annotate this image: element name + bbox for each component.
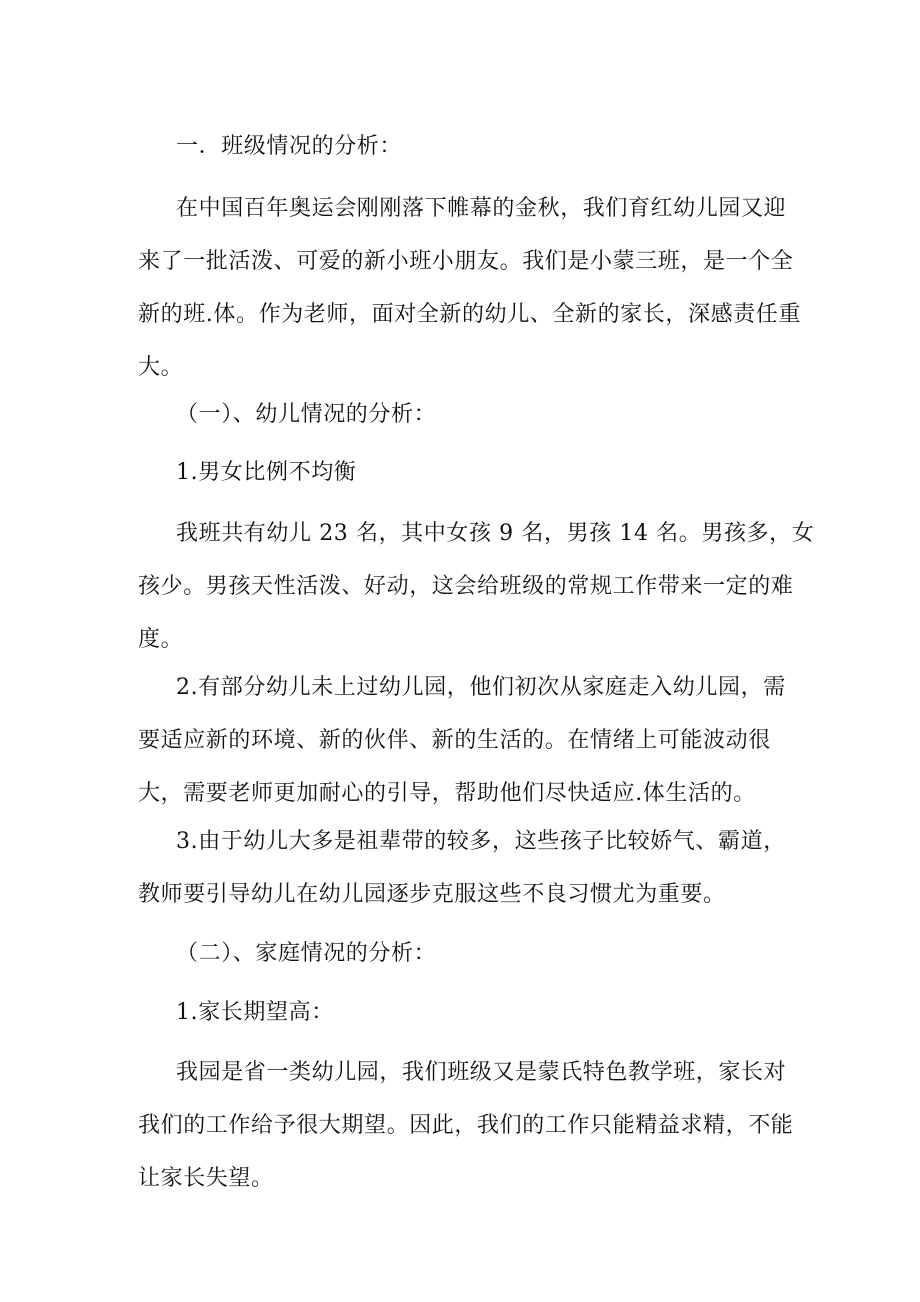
subheading-family-analysis	[138, 927, 786, 980]
text-line: 来了一批活泼、可爱的新小班小朋友。我们是小蒙三班，是一个全	[138, 249, 794, 274]
subheading-child-analysis	[138, 388, 786, 441]
item-gender-ratio-title	[138, 446, 786, 499]
paragraph-intro	[138, 182, 801, 394]
text-line: （二）、家庭情况的分析：	[176, 941, 437, 966]
text-line: 让家长失望。	[138, 1166, 274, 1191]
text-line: 大，需要老师更加耐心的引导，帮助他们尽快适应.体生活的。	[138, 781, 756, 806]
text-line: 1.男女比例不均衡	[176, 460, 357, 485]
paragraph-gender-ratio	[138, 507, 815, 666]
text-line: 大。	[138, 355, 184, 380]
paragraph-parent-expectation	[138, 1046, 794, 1205]
section-heading-class-analysis	[138, 120, 786, 173]
text-line: 2.有部分幼儿未上过幼儿园，他们初次从家庭走入幼儿园，需	[176, 675, 786, 700]
text-line: 在中国百年奥运会刚刚落下帷幕的金秋，我们育红幼儿园又迎	[176, 196, 787, 221]
text-line: 要适应新的环境、新的伙伴、新的生活的。在情绪上可能波动很	[138, 728, 771, 753]
text-line: 我们的工作给予很大期望。因此，我们的工作只能精益求精，不能	[138, 1113, 794, 1138]
text-line: （一）、幼儿情况的分析：	[176, 402, 437, 427]
paragraph-grandparent-care	[138, 815, 786, 921]
item-parent-expectation-title	[138, 986, 786, 1039]
text-line: 1.家长期望高：	[176, 1000, 334, 1025]
text-line: 我班共有幼儿 23 名，其中女孩 9 名，男孩 14 名。男孩多，女	[176, 521, 815, 546]
text-line: 3.由于幼儿大多是祖辈带的较多，这些孩子比较娇气、霸道，	[176, 829, 786, 854]
text-line: 教师要引导幼儿在幼儿园逐步克服这些不良习惯尤为重要。	[138, 882, 726, 907]
paragraph-kindergarten-adaptation	[138, 661, 786, 820]
text-line: 我园是省一类幼儿园，我们班级又是蒙氏特色教学班，家长对	[176, 1060, 787, 1085]
text-line: 度。	[138, 627, 184, 652]
text-line: 新的班.体。作为老师，面对全新的幼儿、全新的家长，深感责任重	[138, 302, 801, 327]
text-line: 孩少。男孩天性活泼、好动，这会给班级的常规工作带来一定的难	[138, 574, 794, 599]
text-line: 一．班级情况的分析：	[176, 134, 403, 159]
